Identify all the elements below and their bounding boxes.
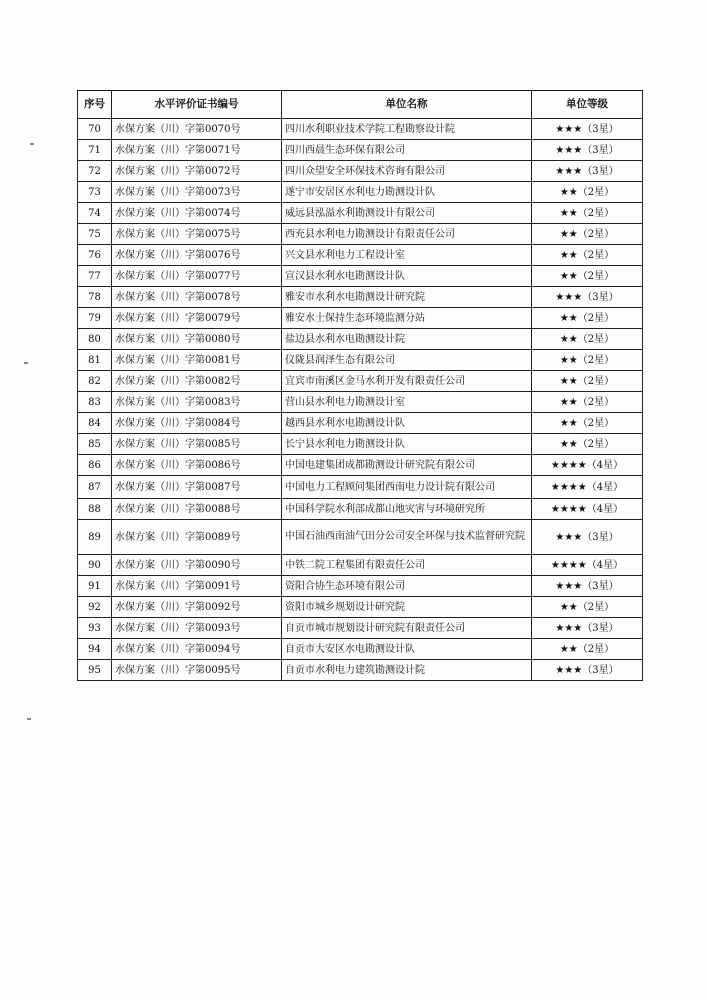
row-certificate-no: 水保方案（川）字第0080号 — [112, 329, 282, 350]
grade-stars: ★★★ — [555, 144, 583, 156]
row-unit-name: 盐边县水利水电勘测设计院 — [282, 329, 532, 350]
grade-label: （3星） — [582, 580, 619, 592]
scan-speck — [24, 362, 28, 364]
table-row — [78, 287, 643, 308]
grade-stars: ★★★ — [555, 123, 583, 135]
row-unit-grade — [532, 182, 643, 203]
table-row — [78, 203, 643, 224]
table-row — [78, 119, 643, 140]
grade-label: （2星） — [577, 438, 615, 450]
table-row — [78, 224, 643, 245]
grade-label: （2星） — [577, 375, 615, 387]
row-unit-name: 仪陇县润泽生态有限公司 — [282, 350, 532, 371]
row-certificate-no: 水保方案（川）字第0081号 — [112, 350, 282, 371]
row-certificate-no: 水保方案（川）字第0088号 — [112, 499, 282, 520]
table-row — [78, 639, 643, 660]
header-unit-name: 单位名称 — [282, 91, 532, 119]
table-row — [78, 576, 643, 597]
row-serial-no: 83 — [78, 392, 112, 413]
row-serial-no: 93 — [78, 618, 112, 639]
row-unit-grade — [532, 350, 643, 371]
row-unit-grade — [532, 140, 643, 161]
row-certificate-no: 水保方案（川）字第0074号 — [112, 203, 282, 224]
grade-stars: ★★★★ — [550, 459, 587, 471]
grade-label: （3星） — [582, 622, 619, 634]
row-certificate-no: 水保方案（川）字第0087号 — [112, 476, 282, 499]
row-certificate-no: 水保方案（川）字第0072号 — [112, 161, 282, 182]
table-row — [78, 245, 643, 266]
grade-label: （3星） — [582, 531, 619, 543]
grade-label: （2星） — [577, 270, 615, 282]
row-serial-no: 88 — [78, 499, 112, 520]
row-serial-no: 75 — [78, 224, 112, 245]
row-unit-grade — [532, 308, 643, 329]
row-unit-name: 中国石油西南油气田分公司安全环保与技术监督研究院 — [282, 520, 532, 555]
grade-label: （2星） — [577, 396, 615, 408]
row-serial-no: 85 — [78, 434, 112, 455]
row-unit-grade — [532, 329, 643, 350]
row-unit-name: 自贡市城市规划设计研究院有限责任公司 — [282, 618, 532, 639]
row-unit-grade — [532, 639, 643, 660]
table-row — [78, 520, 643, 555]
row-certificate-no: 水保方案（川）字第0091号 — [112, 576, 282, 597]
grade-label: （2星） — [577, 643, 615, 655]
table-row — [78, 660, 643, 681]
table-header-row — [78, 91, 643, 119]
table-row — [78, 350, 643, 371]
row-serial-no: 76 — [78, 245, 112, 266]
row-unit-name: 资阳市城乡规划设计研究院 — [282, 597, 532, 618]
grade-stars: ★★★★ — [550, 481, 587, 493]
grade-stars: ★★ — [559, 375, 578, 387]
grade-label: （3星） — [582, 291, 619, 303]
row-certificate-no: 水保方案（川）字第0083号 — [112, 392, 282, 413]
row-certificate-no: 水保方案（川）字第0075号 — [112, 224, 282, 245]
grade-stars: ★★★ — [555, 165, 583, 177]
row-unit-name: 中铁二院工程集团有限责任公司 — [282, 555, 532, 576]
row-unit-name: 遂宁市安居区水利电力勘测设计队 — [282, 182, 532, 203]
row-serial-no: 82 — [78, 371, 112, 392]
grade-stars: ★★★★ — [550, 559, 587, 571]
row-serial-no: 86 — [78, 455, 112, 476]
row-serial-no: 78 — [78, 287, 112, 308]
table-row — [78, 266, 643, 287]
grade-stars: ★★ — [559, 228, 578, 240]
grade-label: （2星） — [577, 228, 615, 240]
grade-stars: ★★ — [559, 333, 578, 345]
row-certificate-no: 水保方案（川）字第0086号 — [112, 455, 282, 476]
row-serial-no: 80 — [78, 329, 112, 350]
row-serial-no: 84 — [78, 413, 112, 434]
row-certificate-no: 水保方案（川）字第0092号 — [112, 597, 282, 618]
row-certificate-no: 水保方案（川）字第0073号 — [112, 182, 282, 203]
row-serial-no: 77 — [78, 266, 112, 287]
grade-label: （2星） — [577, 601, 615, 613]
grade-label: （2星） — [577, 249, 615, 261]
grade-label: （2星） — [577, 186, 615, 198]
row-serial-no: 73 — [78, 182, 112, 203]
table-row — [78, 182, 643, 203]
row-certificate-no: 水保方案（川）字第0082号 — [112, 371, 282, 392]
row-serial-no: 81 — [78, 350, 112, 371]
row-certificate-no: 水保方案（川）字第0085号 — [112, 434, 282, 455]
row-serial-no: 94 — [78, 639, 112, 660]
table-row — [78, 476, 643, 499]
row-certificate-no: 水保方案（川）字第0093号 — [112, 618, 282, 639]
grade-stars: ★★ — [559, 601, 578, 613]
header-unit-grade: 单位等级 — [532, 91, 643, 119]
row-unit-grade — [532, 618, 643, 639]
row-unit-grade — [532, 266, 643, 287]
row-certificate-no: 水保方案（川）字第0089号 — [112, 520, 282, 555]
grade-stars: ★★★ — [555, 580, 583, 592]
grade-label: （3星） — [582, 144, 619, 156]
row-serial-no: 74 — [78, 203, 112, 224]
grade-stars: ★★ — [559, 312, 578, 324]
grade-stars: ★★★ — [555, 622, 583, 634]
row-serial-no: 91 — [78, 576, 112, 597]
row-unit-name: 兴文县水利电力工程设计室 — [282, 245, 532, 266]
row-certificate-no: 水保方案（川）字第0094号 — [112, 639, 282, 660]
header-certificate-no: 水平评价证书编号 — [112, 91, 282, 119]
row-unit-name: 四川众望安全环保技术咨询有限公司 — [282, 161, 532, 182]
row-unit-name: 营山县水利电力勘测设计室 — [282, 392, 532, 413]
row-unit-name: 四川水利职业技术学院工程勘察设计院 — [282, 119, 532, 140]
header-serial-no: 序号 — [78, 91, 112, 119]
row-unit-name: 资阳合协生态环境有限公司 — [282, 576, 532, 597]
row-unit-grade — [532, 224, 643, 245]
row-unit-name: 威远县泓溢水利勘测设计有限公司 — [282, 203, 532, 224]
row-serial-no: 90 — [78, 555, 112, 576]
row-certificate-no: 水保方案（川）字第0078号 — [112, 287, 282, 308]
row-unit-name: 长宁县水利电力勘测设计队 — [282, 434, 532, 455]
row-unit-grade — [532, 455, 643, 476]
row-unit-grade — [532, 119, 643, 140]
grade-label: （2星） — [577, 354, 615, 366]
row-serial-no: 92 — [78, 597, 112, 618]
table-row — [78, 618, 643, 639]
row-serial-no: 79 — [78, 308, 112, 329]
row-unit-name: 宣汉县水利水电勘测设计队 — [282, 266, 532, 287]
grade-label: （4星） — [586, 481, 624, 493]
table-row — [78, 161, 643, 182]
table-row — [78, 499, 643, 520]
grade-stars: ★★ — [559, 643, 578, 655]
grade-stars: ★★ — [559, 438, 578, 450]
grade-stars: ★★ — [559, 354, 578, 366]
row-unit-grade — [532, 392, 643, 413]
row-unit-name: 中国科学院水利部成都山地灾害与环境研究所 — [282, 499, 532, 520]
row-serial-no: 71 — [78, 140, 112, 161]
grade-stars: ★★ — [559, 249, 578, 261]
row-certificate-no: 水保方案（川）字第0070号 — [112, 119, 282, 140]
row-unit-grade — [532, 597, 643, 618]
grade-stars: ★★ — [559, 270, 578, 282]
grade-label: （4星） — [586, 459, 624, 471]
table-row — [78, 555, 643, 576]
grade-stars: ★★ — [559, 207, 578, 219]
row-unit-grade — [532, 476, 643, 499]
row-certificate-no: 水保方案（川）字第0095号 — [112, 660, 282, 681]
certificate-table — [77, 90, 643, 681]
grade-stars: ★★ — [559, 417, 578, 429]
row-unit-grade — [532, 499, 643, 520]
grade-stars: ★★★ — [555, 664, 583, 676]
scan-speck — [27, 718, 31, 720]
table-row — [78, 308, 643, 329]
scan-speck — [30, 143, 34, 145]
row-unit-grade — [532, 245, 643, 266]
grade-stars: ★★★ — [555, 531, 583, 543]
row-certificate-no: 水保方案（川）字第0071号 — [112, 140, 282, 161]
row-serial-no: 72 — [78, 161, 112, 182]
grade-label: （2星） — [577, 207, 615, 219]
grade-label: （3星） — [582, 664, 619, 676]
table-row — [78, 413, 643, 434]
row-unit-name: 雅安市水利水电勘测设计研究院 — [282, 287, 532, 308]
row-unit-grade — [532, 520, 643, 555]
row-certificate-no: 水保方案（川）字第0084号 — [112, 413, 282, 434]
row-serial-no: 89 — [78, 520, 112, 555]
row-unit-grade — [532, 576, 643, 597]
grade-label: （3星） — [582, 123, 619, 135]
row-unit-name: 西充县水利电力勘测设计有限责任公司 — [282, 224, 532, 245]
table-row — [78, 371, 643, 392]
grade-label: （2星） — [577, 312, 615, 324]
grade-label: （4星） — [586, 559, 624, 571]
grade-label: （4星） — [586, 503, 624, 515]
grade-stars: ★★★ — [555, 291, 583, 303]
row-unit-grade — [532, 660, 643, 681]
row-unit-name: 雅安水土保持生态环境监测分站 — [282, 308, 532, 329]
table-row — [78, 392, 643, 413]
row-unit-grade — [532, 413, 643, 434]
row-unit-name: 自贡市大安区水电勘测设计队 — [282, 639, 532, 660]
row-certificate-no: 水保方案（川）字第0077号 — [112, 266, 282, 287]
row-serial-no: 87 — [78, 476, 112, 499]
row-certificate-no: 水保方案（川）字第0079号 — [112, 308, 282, 329]
row-unit-grade — [532, 434, 643, 455]
table-row — [78, 140, 643, 161]
row-certificate-no: 水保方案（川）字第0090号 — [112, 555, 282, 576]
row-unit-name: 自贡市水利电力建筑勘测设计院 — [282, 660, 532, 681]
row-unit-name: 宜宾市南溪区金马水利开发有限责任公司 — [282, 371, 532, 392]
row-unit-grade — [532, 203, 643, 224]
row-unit-name: 中国电力工程顾问集团西南电力设计院有限公司 — [282, 476, 532, 499]
table-row — [78, 455, 643, 476]
row-serial-no: 95 — [78, 660, 112, 681]
row-unit-grade — [532, 371, 643, 392]
grade-label: （2星） — [577, 417, 615, 429]
grade-stars: ★★ — [559, 396, 578, 408]
row-certificate-no: 水保方案（川）字第0076号 — [112, 245, 282, 266]
grade-stars: ★★★★ — [550, 503, 587, 515]
table-row — [78, 329, 643, 350]
row-unit-grade — [532, 161, 643, 182]
grade-label: （3星） — [582, 165, 619, 177]
row-unit-name: 中国电建集团成都勘测设计研究院有限公司 — [282, 455, 532, 476]
grade-stars: ★★ — [559, 186, 578, 198]
table-row — [78, 434, 643, 455]
row-unit-grade — [532, 287, 643, 308]
row-unit-name: 四川西晨生态环保有限公司 — [282, 140, 532, 161]
row-serial-no: 70 — [78, 119, 112, 140]
row-unit-name: 越西县水利水电勘测设计队 — [282, 413, 532, 434]
row-unit-grade — [532, 555, 643, 576]
table-row — [78, 597, 643, 618]
grade-label: （2星） — [577, 333, 615, 345]
